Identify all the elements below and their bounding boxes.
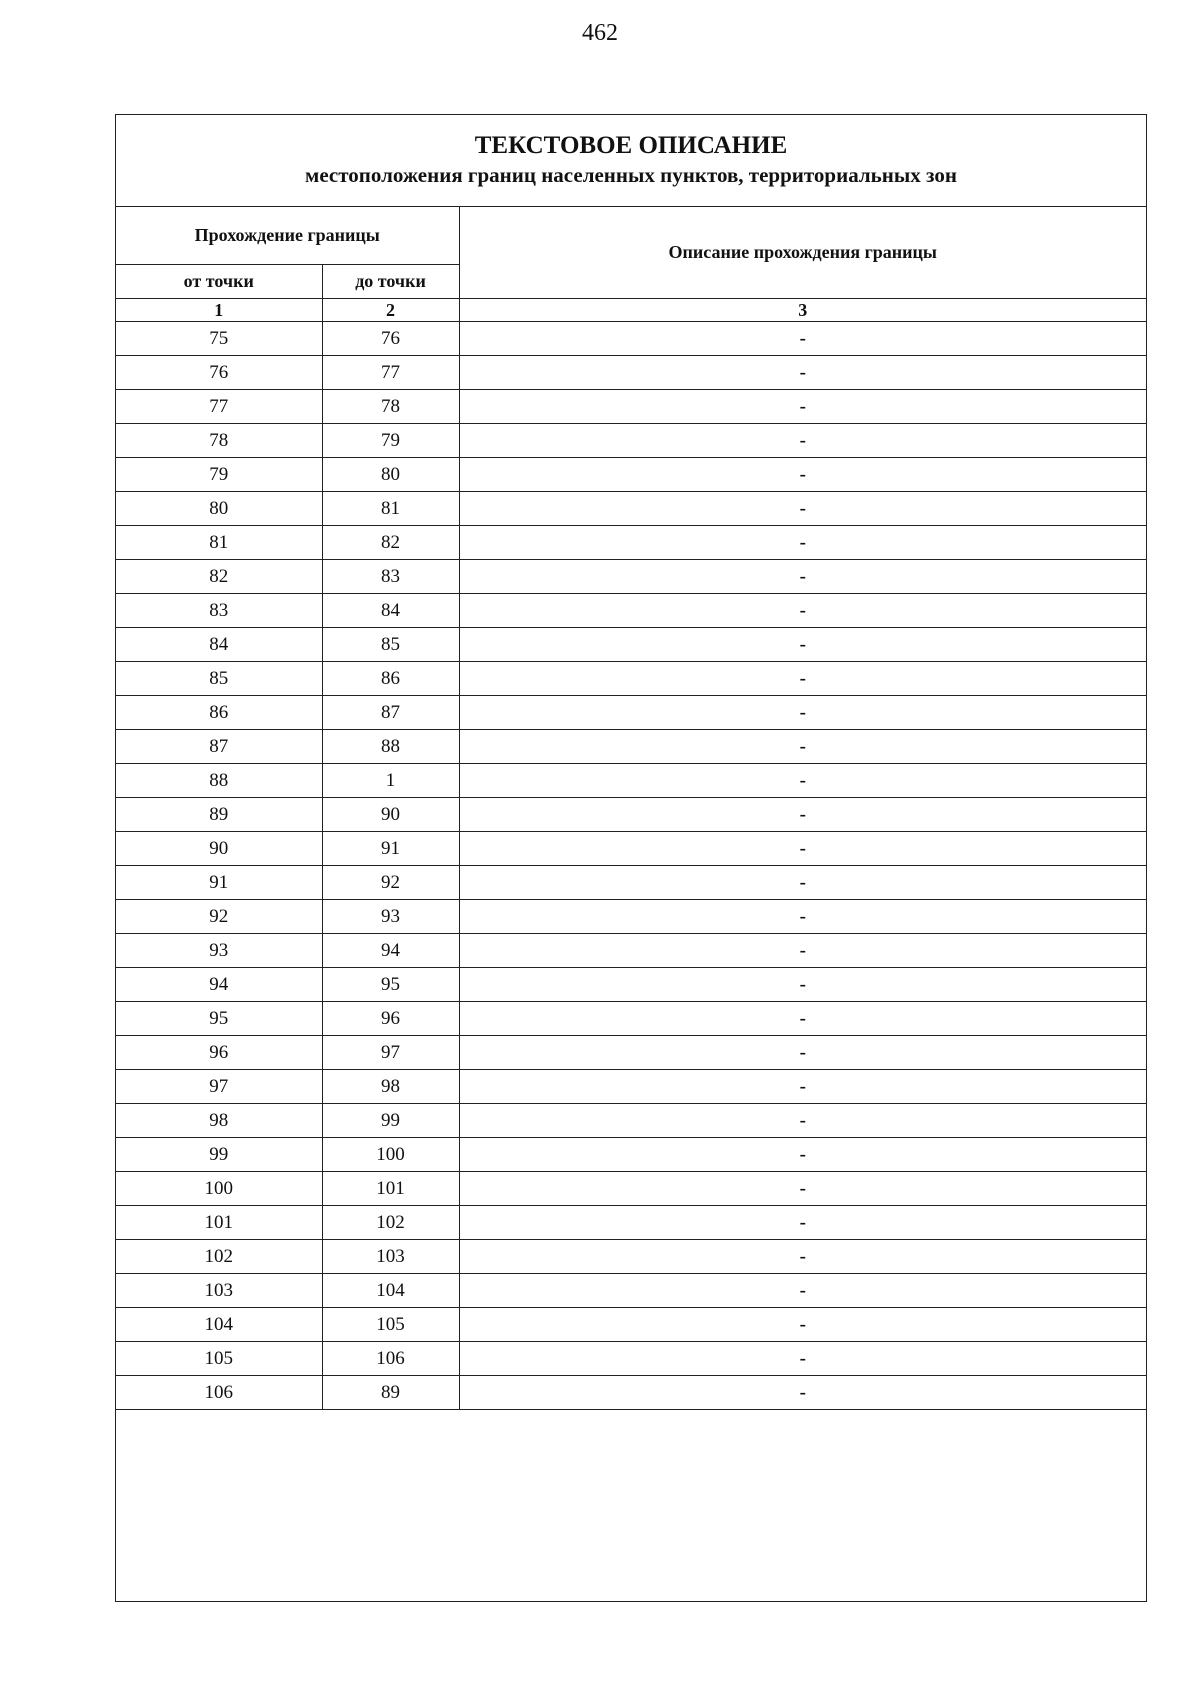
document-title: ТЕКСТОВОЕ ОПИСАНИЕ: [474, 132, 788, 159]
cell-to-point: 78: [322, 390, 459, 424]
cell-from-point: 103: [116, 1274, 322, 1308]
cell-description: -: [459, 832, 1146, 866]
cell-to-point: 103: [322, 1240, 459, 1274]
cell-from-point: 79: [116, 458, 322, 492]
header-description: Описание прохождения границы: [459, 207, 1146, 299]
cell-to-point: 89: [322, 1376, 459, 1410]
cell-from-point: 104: [116, 1308, 322, 1342]
cell-to-point: 93: [322, 900, 459, 934]
cell-to-point: 91: [322, 832, 459, 866]
cell-from-point: 76: [116, 356, 322, 390]
cell-to-point: 77: [322, 356, 459, 390]
table-row: [116, 730, 1146, 764]
cell-description: -: [459, 934, 1146, 968]
cell-description: -: [459, 458, 1146, 492]
cell-description: -: [459, 390, 1146, 424]
document-subtitle: местоположения границ населенных пунктов, территориальных зон: [305, 163, 957, 187]
cell-to-point: 98: [322, 1070, 459, 1104]
cell-from-point: 97: [116, 1070, 322, 1104]
cell-to-point: 97: [322, 1036, 459, 1070]
table-row: [116, 798, 1146, 832]
cell-to-point: 105: [322, 1308, 459, 1342]
table-row: [116, 1138, 1146, 1172]
table-row: [116, 526, 1146, 560]
cell-to-point: 96: [322, 1002, 459, 1036]
table-row: [116, 492, 1146, 526]
cell-from-point: 86: [116, 696, 322, 730]
table-row: [116, 628, 1146, 662]
cell-from-point: 77: [116, 390, 322, 424]
cell-to-point: 90: [322, 798, 459, 832]
cell-to-point: 82: [322, 526, 459, 560]
table-row: [116, 322, 1146, 356]
cell-from-point: 87: [116, 730, 322, 764]
cell-to-point: 81: [322, 492, 459, 526]
cell-to-point: 84: [322, 594, 459, 628]
cell-description: -: [459, 798, 1146, 832]
cell-to-point: 95: [322, 968, 459, 1002]
cell-from-point: 91: [116, 866, 322, 900]
document-frame: [115, 114, 1147, 1602]
table-row: [116, 356, 1146, 390]
cell-from-point: 95: [116, 1002, 322, 1036]
cell-from-point: 78: [116, 424, 322, 458]
cell-description: -: [459, 1274, 1146, 1308]
boundary-table: [116, 207, 1146, 1410]
header-from-point: от точки: [116, 265, 322, 299]
cell-to-point: 85: [322, 628, 459, 662]
cell-description: -: [459, 1036, 1146, 1070]
cell-to-point: 83: [322, 560, 459, 594]
cell-to-point: 86: [322, 662, 459, 696]
cell-from-point: 105: [116, 1342, 322, 1376]
cell-to-point: 100: [322, 1138, 459, 1172]
table-row: [116, 1274, 1146, 1308]
table-header: [116, 207, 1146, 322]
cell-from-point: 88: [116, 764, 322, 798]
cell-from-point: 82: [116, 560, 322, 594]
column-number-2: 2: [322, 299, 459, 322]
cell-from-point: 106: [116, 1376, 322, 1410]
table-row: [116, 934, 1146, 968]
cell-from-point: 98: [116, 1104, 322, 1138]
cell-description: -: [459, 1002, 1146, 1036]
table-body: [116, 322, 1146, 1410]
cell-from-point: 81: [116, 526, 322, 560]
table-row: [116, 866, 1146, 900]
cell-from-point: 96: [116, 1036, 322, 1070]
cell-from-point: 92: [116, 900, 322, 934]
table-row: [116, 968, 1146, 1002]
table-row: [116, 764, 1146, 798]
cell-from-point: 90: [116, 832, 322, 866]
title-block: [116, 115, 1146, 207]
cell-to-point: 79: [322, 424, 459, 458]
cell-description: -: [459, 424, 1146, 458]
table-row: [116, 424, 1146, 458]
table-row: [116, 1002, 1146, 1036]
cell-description: -: [459, 764, 1146, 798]
table-row: [116, 1104, 1146, 1138]
table-row: [116, 458, 1146, 492]
cell-description: -: [459, 968, 1146, 1002]
cell-from-point: 80: [116, 492, 322, 526]
cell-to-point: 87: [322, 696, 459, 730]
table-row: [116, 1376, 1146, 1410]
cell-from-point: 100: [116, 1172, 322, 1206]
cell-from-point: 99: [116, 1138, 322, 1172]
cell-from-point: 84: [116, 628, 322, 662]
table-row: [116, 1206, 1146, 1240]
cell-description: -: [459, 560, 1146, 594]
cell-description: -: [459, 1104, 1146, 1138]
cell-to-point: 104: [322, 1274, 459, 1308]
cell-description: -: [459, 526, 1146, 560]
header-group-passage: Прохождение границы: [116, 207, 459, 265]
cell-from-point: 94: [116, 968, 322, 1002]
header-to-point: до точки: [322, 265, 459, 299]
cell-from-point: 83: [116, 594, 322, 628]
table-row: [116, 1342, 1146, 1376]
table-row: [116, 560, 1146, 594]
cell-to-point: 94: [322, 934, 459, 968]
cell-description: -: [459, 1308, 1146, 1342]
cell-description: -: [459, 662, 1146, 696]
table-row: [116, 1036, 1146, 1070]
cell-description: -: [459, 492, 1146, 526]
cell-description: -: [459, 866, 1146, 900]
cell-to-point: 92: [322, 866, 459, 900]
cell-to-point: 102: [322, 1206, 459, 1240]
table-row: [116, 594, 1146, 628]
column-number-1: 1: [116, 299, 322, 322]
cell-from-point: 93: [116, 934, 322, 968]
cell-description: -: [459, 594, 1146, 628]
cell-description: -: [459, 1206, 1146, 1240]
cell-from-point: 85: [116, 662, 322, 696]
cell-description: -: [459, 730, 1146, 764]
cell-description: -: [459, 1240, 1146, 1274]
cell-description: -: [459, 322, 1146, 356]
table-row: [116, 900, 1146, 934]
table-row: [116, 1070, 1146, 1104]
cell-description: -: [459, 356, 1146, 390]
cell-to-point: 101: [322, 1172, 459, 1206]
cell-description: -: [459, 1172, 1146, 1206]
table-row: [116, 390, 1146, 424]
cell-description: -: [459, 1070, 1146, 1104]
cell-description: -: [459, 628, 1146, 662]
cell-to-point: 88: [322, 730, 459, 764]
cell-from-point: 101: [116, 1206, 322, 1240]
cell-to-point: 99: [322, 1104, 459, 1138]
table-row: [116, 1240, 1146, 1274]
page-number: 462: [582, 20, 618, 46]
table-row: [116, 696, 1146, 730]
column-number-3: 3: [459, 299, 1146, 322]
cell-to-point: 76: [322, 322, 459, 356]
table-row: [116, 662, 1146, 696]
cell-from-point: 75: [116, 322, 322, 356]
cell-description: -: [459, 1376, 1146, 1410]
cell-description: -: [459, 900, 1146, 934]
cell-from-point: 102: [116, 1240, 322, 1274]
cell-description: -: [459, 696, 1146, 730]
cell-to-point: 106: [322, 1342, 459, 1376]
cell-description: -: [459, 1342, 1146, 1376]
table-row: [116, 1172, 1146, 1206]
cell-to-point: 80: [322, 458, 459, 492]
cell-from-point: 89: [116, 798, 322, 832]
table-row: [116, 1308, 1146, 1342]
table-row: [116, 832, 1146, 866]
cell-description: -: [459, 1138, 1146, 1172]
cell-to-point: 1: [322, 764, 459, 798]
